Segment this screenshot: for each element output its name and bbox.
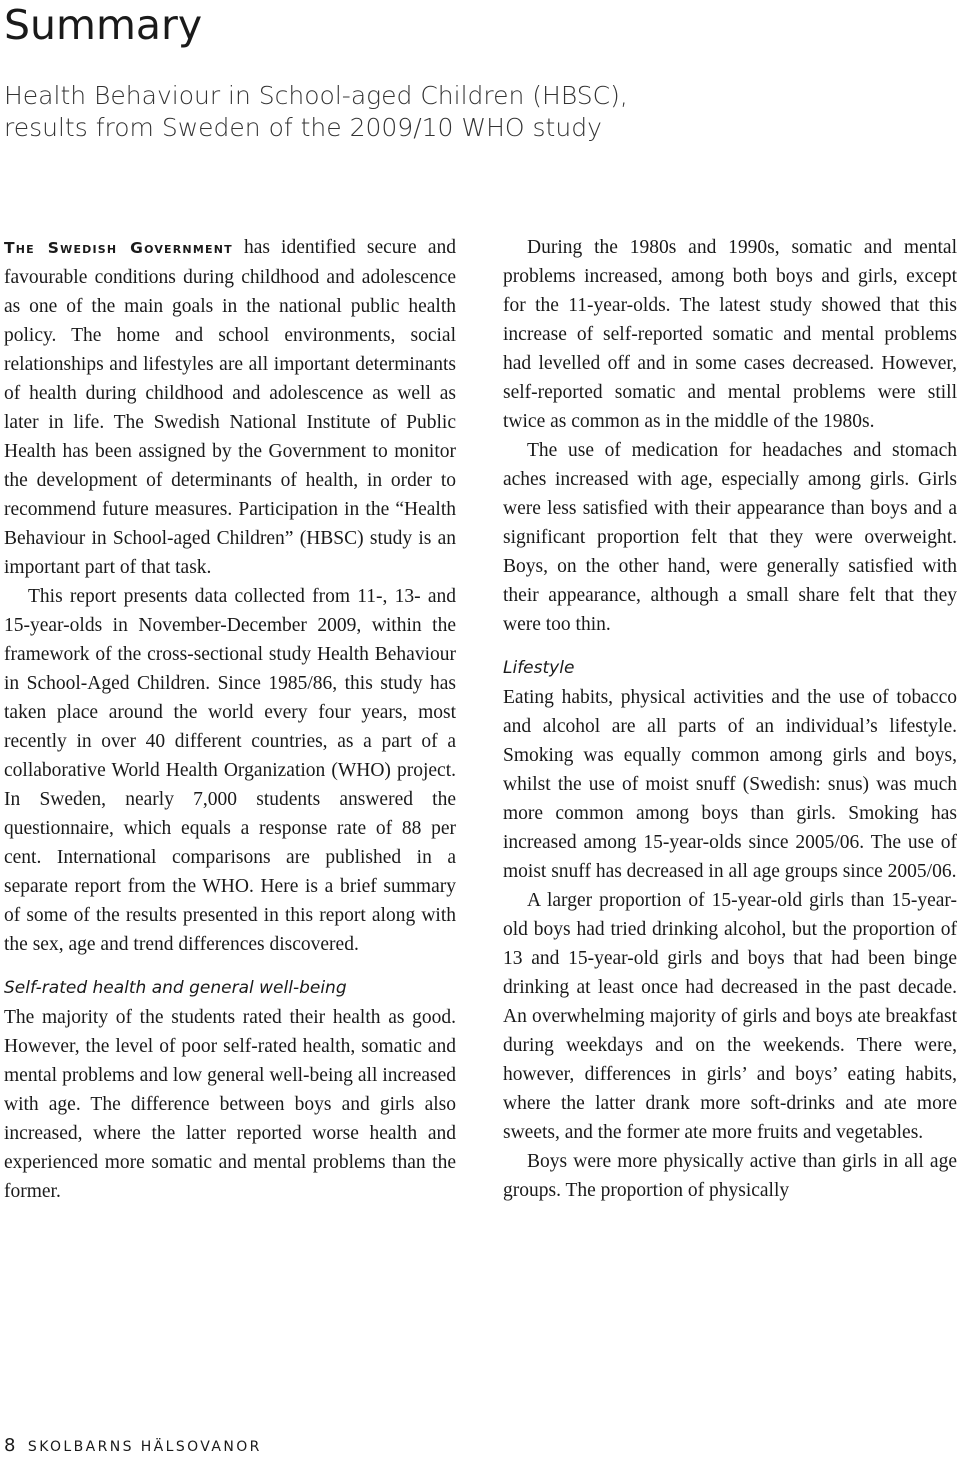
trend-paragraph: During the 1980s and 1990s, somatic and mental problems increased, among both boys and girls, except for the 11-year-olds. The latest study showed that this increase of self-reported somatic and mental problems had levelled off and in some cases decreased. However, self-reported somatic and mental problems were still twice as common as in the middle of the 1980s.	[503, 237, 957, 432]
lifestyle-paragraph: Eating habits, physical activities and the use of tobacco and alcohol are all parts of an individual’s lifestyle. Smoking was equally common among girls and boys, whilst the use of moist snuff (Swedish: snus) was much more common among boys than girls. Smoking has increased among 15-year-olds since 2005/06. The use of moist snuff has decreased in all age groups since 2005/06.	[503, 687, 957, 882]
page-title: Summary	[4, 1, 203, 49]
physical-activity-paragraph: Boys were more physically active than girls in all age groups. The proportion of physically	[503, 1151, 957, 1201]
subtitle-line-1: Health Behaviour in School-aged Children (HBSC),	[4, 81, 628, 110]
intro-text: has identified secure and favourable conditions during childhood and adolescence as one of the main goals in the national public health policy. The home and school environments, social relationships and lifestyles are all important determinants of health during childhood and adolescence as well as later in life. The Swedish National Institute of Public Health has been assigned by the Government to monitor the development of determinants of health, in order to recommend future measures. Participation in the “Health Behaviour in School-aged Children” (HBSC) study is an important part of that task.	[4, 237, 456, 578]
medication-paragraph: The use of medication for headaches and stomach aches increased with age, especially among girls. Girls were less satisfied with their appearance than boys and a significant proportion felt that they were overweight. Boys, on the other hand, were generally satisfied with their appearance, although a small share felt that they were too thin.	[503, 440, 957, 635]
alcohol-paragraph: A larger proportion of 15-year-old girls than 15-year-old boys had tried drinking alcohol, but the proportion of 13 and 15-year-old girls and boys that had been binge drinking at least once had decreased in the past decade. An overwhelming majority of girls and boys ate breakfast during weekdays and on the weekends. There were, however, differences in girls’ and boys’ eating habits, where the latter drank more soft-drinks and ate more sweets, and the former ate more fruits and vegetables.	[503, 890, 957, 1143]
heading-self-rated-health: Self-rated health and general well-being	[4, 978, 347, 998]
page-number: 8	[4, 1435, 16, 1456]
right-column	[503, 233, 957, 1205]
heading-lifestyle: Lifestyle	[503, 658, 575, 678]
left-column	[4, 233, 456, 1206]
intro-lead-in: The Swedish Government	[4, 239, 233, 257]
page-subtitle	[4, 80, 704, 144]
intro-paragraph	[4, 233, 456, 582]
page-footer	[4, 1437, 262, 1456]
self-rated-health-paragraph: The majority of the students rated their health as good. However, the level of poor self-rated health, somatic and mental problems and low general well-being all increased with age. The difference between boys and girls also increased, where the latter reported worse health and experienced more somatic and mental problems than the former.	[4, 1007, 456, 1202]
report-paragraph: This report presents data collected from 11-, 13- and 15-year-olds in November-December 2009, within the framework of the cross-sectional study Health Behaviour in School-Aged Children. Since 1985/86, this study has taken place around the world every four years, most recently in over 40 different countries, as a part of a collaborative World Health Organization (WHO) project. In Sweden, nearly 7,000 students answered the questionnaire, which equals a response rate of 88 per cent. International comparisons are published in a separate report from the WHO. Here is a brief summary of some of the results presented in this report along with the sex, age and trend differences discovered.	[4, 586, 456, 955]
running-title: SKOLBARNS HÄLSOVANOR	[27, 1439, 262, 1455]
subtitle-line-2: results from Sweden of the 2009/10 WHO study	[4, 113, 602, 142]
